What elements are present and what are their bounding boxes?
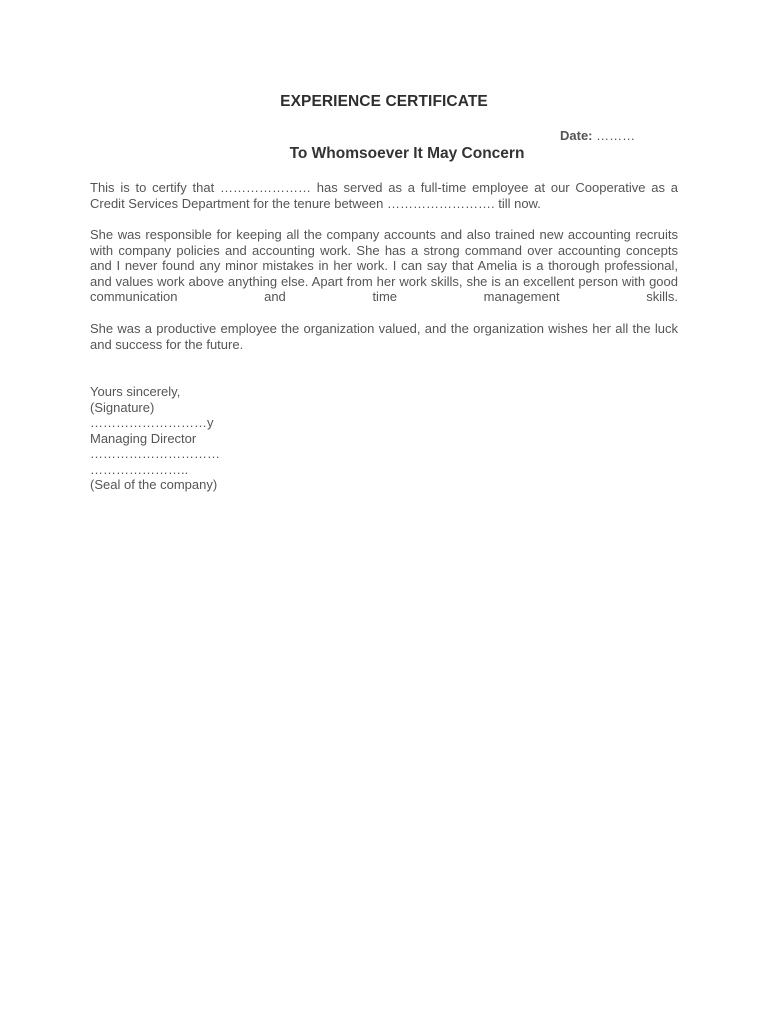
seal-label: (Seal of the company): [90, 477, 218, 492]
date-line: [560, 128, 635, 143]
name-line: ………………………y: [90, 415, 214, 430]
paragraph-certify: This is to certify that ………………… has served as a full-time employee at our Cooperative as a Credit Services Department for the tenure between ……………………. till now.: [90, 180, 678, 211]
blank-line-2: …………………..: [90, 461, 189, 477]
blank-line-1: …………………………: [90, 446, 220, 461]
signature-label: (Signature): [90, 399, 155, 415]
salutation-heading: To Whomsoever It May Concern: [289, 145, 525, 162]
sign-off: Yours sincerely,: [90, 384, 181, 399]
certificate-title: EXPERIENCE CERTIFICATE: [280, 93, 488, 110]
date-label: Date:: [560, 128, 593, 143]
date-value: ………: [596, 128, 636, 143]
paragraph-wishes: She was a productive employee the organization valued, and the organization wishes her all the luck and success for the future.: [90, 321, 678, 352]
position-label: Managing Director: [90, 430, 197, 446]
closing-block: [90, 384, 220, 493]
paragraph-responsibilities: She was responsible for keeping all the company accounts and also trained new accounting recruits with company policies and accounting work. She has a strong command over accounting concepts and I never found any minor mistakes in her work. I can say that Amelia is a thorough professional, and values work above anything else. Apart from her work skills, she is an excellent person with good communication and time management skills.: [90, 227, 678, 304]
